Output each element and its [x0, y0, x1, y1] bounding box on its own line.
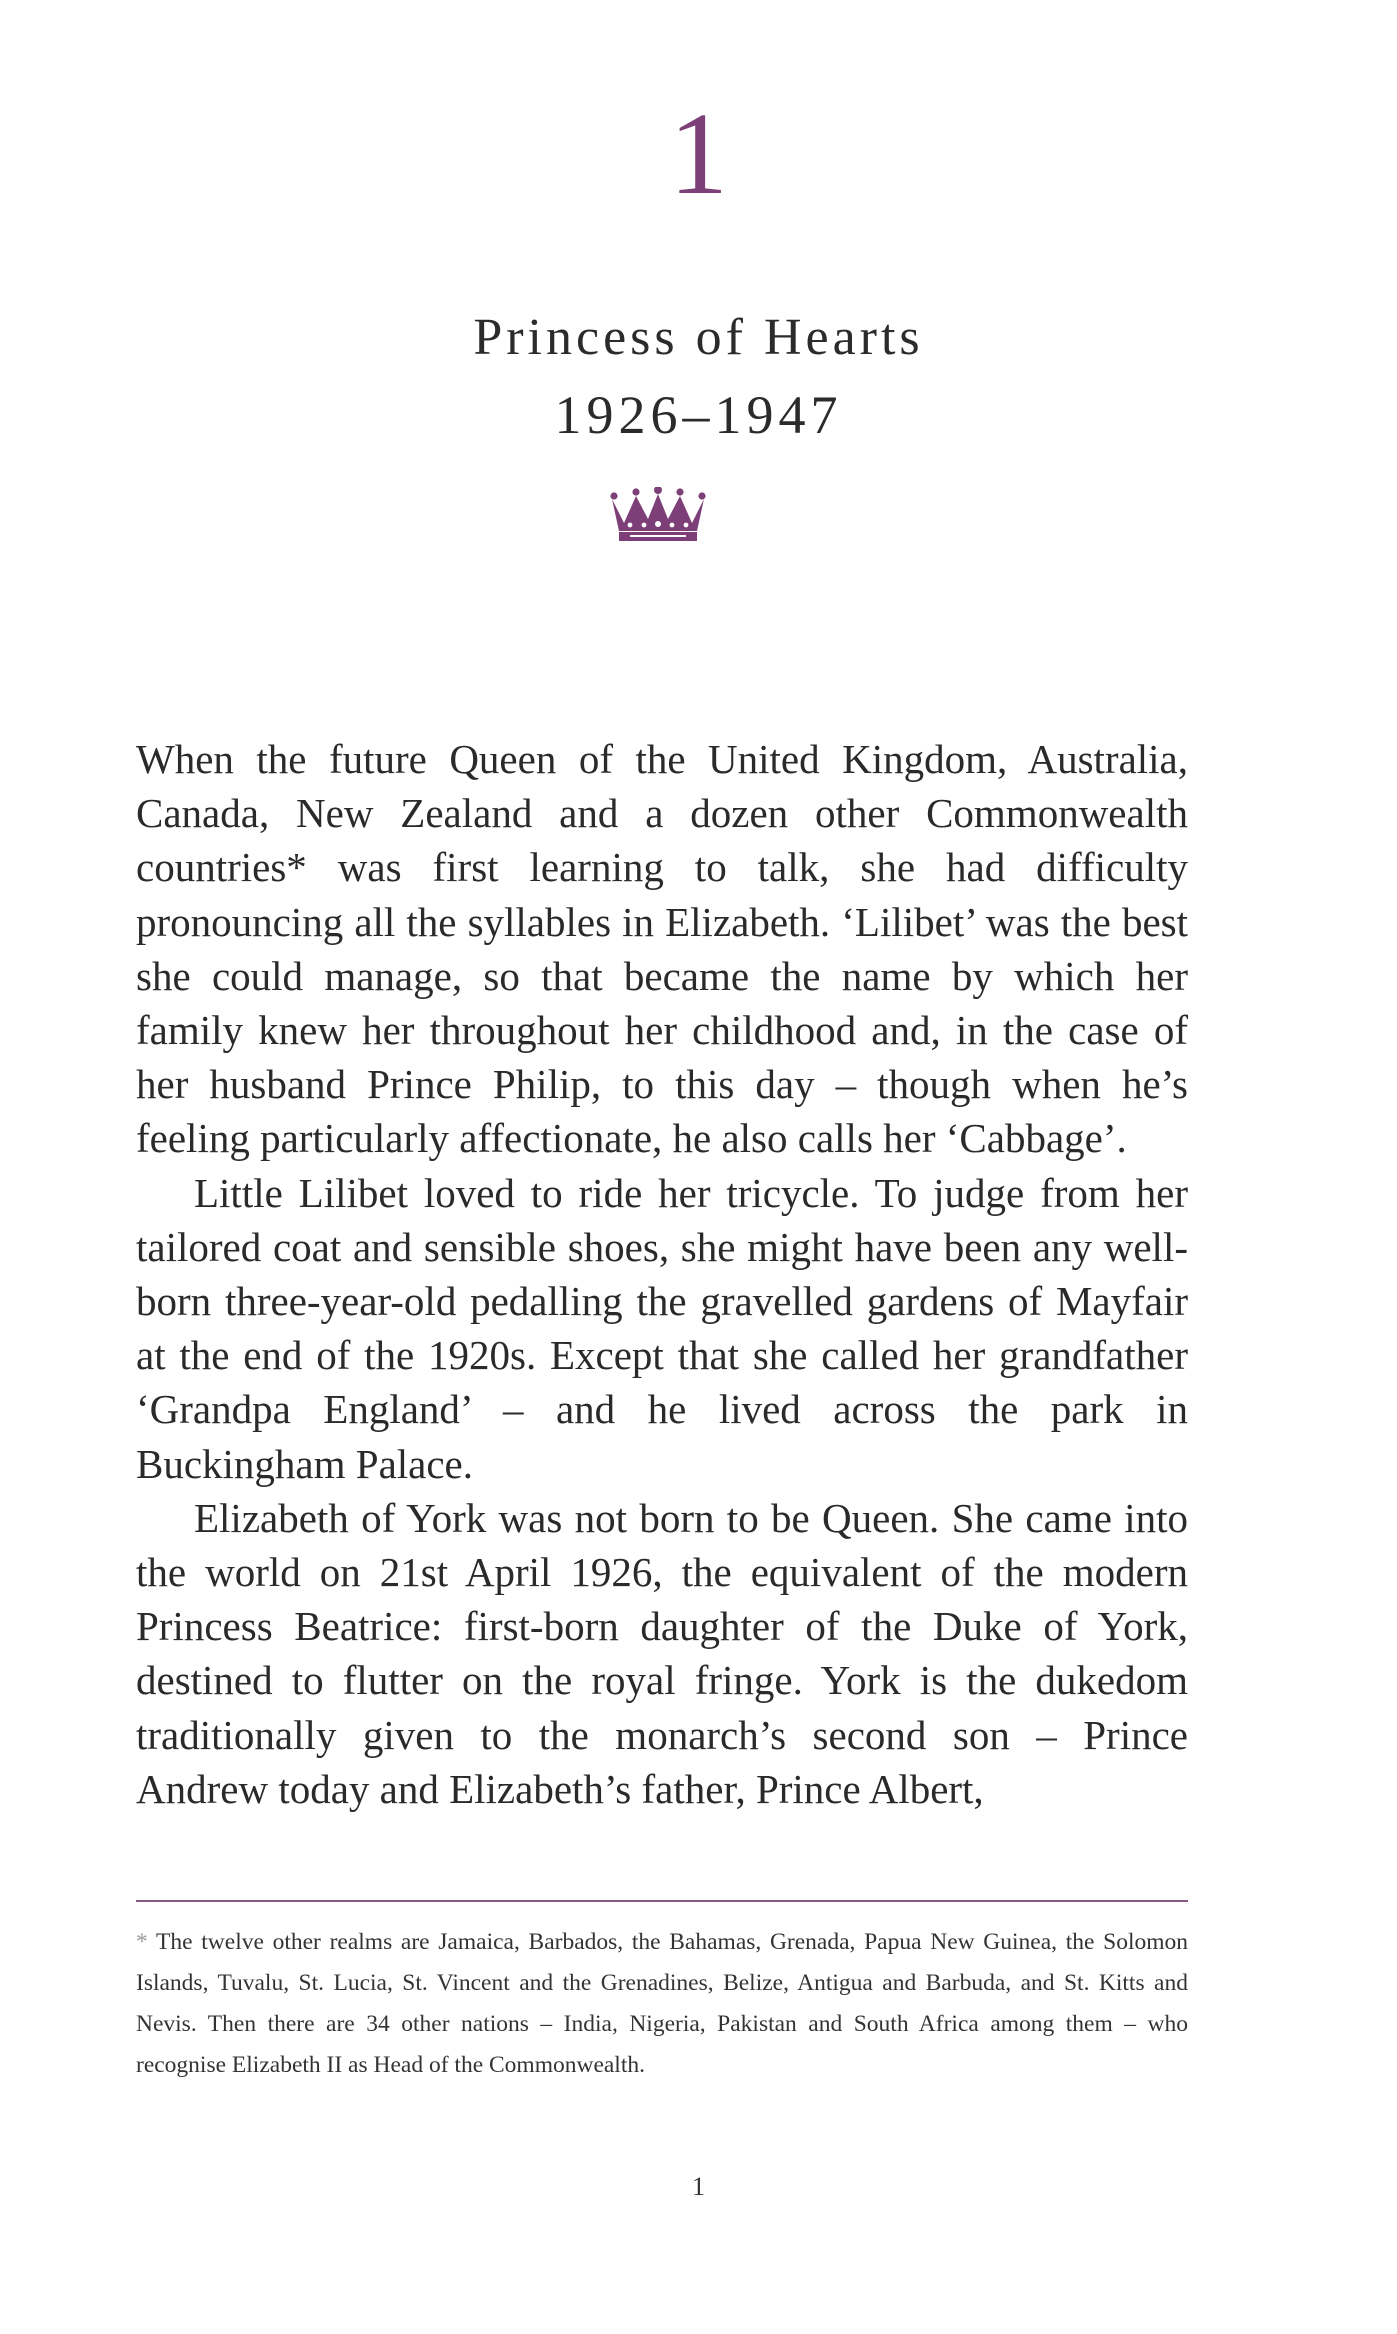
paragraph: When the future Queen of the United Kingdom, Australia, Canada, New Zealand and a dozen other Commonwealth countries* was first learning to talk, she had difficulty pronouncing all the syllables in Elizabeth. ‘Lilibet’ was the best she could manage, so that became the name by which her family knew her throughout her childhood and, in the case of her husband Prince Philip, to this day – though when he’s feeling particularly affectionate, he also calls her ‘Cabbage’.: [136, 736, 1188, 1162]
paragraph: Little Lilibet loved to ride her tricycle. To judge from her tailored coat and sensible shoes, she might have been any well-born three-year-old pedalling the gravelled gardens of Mayfair at the end of the 1920s. Except that she called her grandfather ‘Grandpa England’ – and he lived across the park in Buckingham Palace.: [136, 1169, 1188, 1487]
chapter-years: 1926–1947: [554, 385, 843, 445]
chapter-title: Princess of Hearts: [473, 309, 924, 366]
paragraph: Elizabeth of York was not born to be Queen. She came into the world on 21st April 1926, the equivalent of the modern Princess Beatrice: first-born daughter of the Duke of York, destined to flutter on the royal fringe. York is the dukedom traditionally given to the monarch’s second son – Prince Andrew today and Elizabeth’s father, Prince Albert,: [136, 1494, 1188, 1812]
footnote: [136, 1922, 1188, 2086]
crown-icon: [610, 487, 706, 543]
page-number: 1: [692, 2172, 705, 2201]
footnote-text: The twelve other realms are Jamaica, Barbados, the Bahamas, Grenada, Papua New Guinea, the Solomon Islands, Tuvalu, St. Lucia, St. Vincent and the Grenadines, Belize, Antigua and Barbuda, and St. Kitts and Nevis. Then there are 34 other nations – India, Nigeria, Pakistan and South Africa among them – who recognise Elizabeth II as Head of the Commonwealth.: [136, 1929, 1189, 2078]
footnote-divider: [136, 1900, 1188, 1902]
chapter-body: [136, 732, 1188, 1816]
footnote-mark: *: [136, 1929, 148, 1955]
chapter-number: 1: [669, 88, 728, 219]
